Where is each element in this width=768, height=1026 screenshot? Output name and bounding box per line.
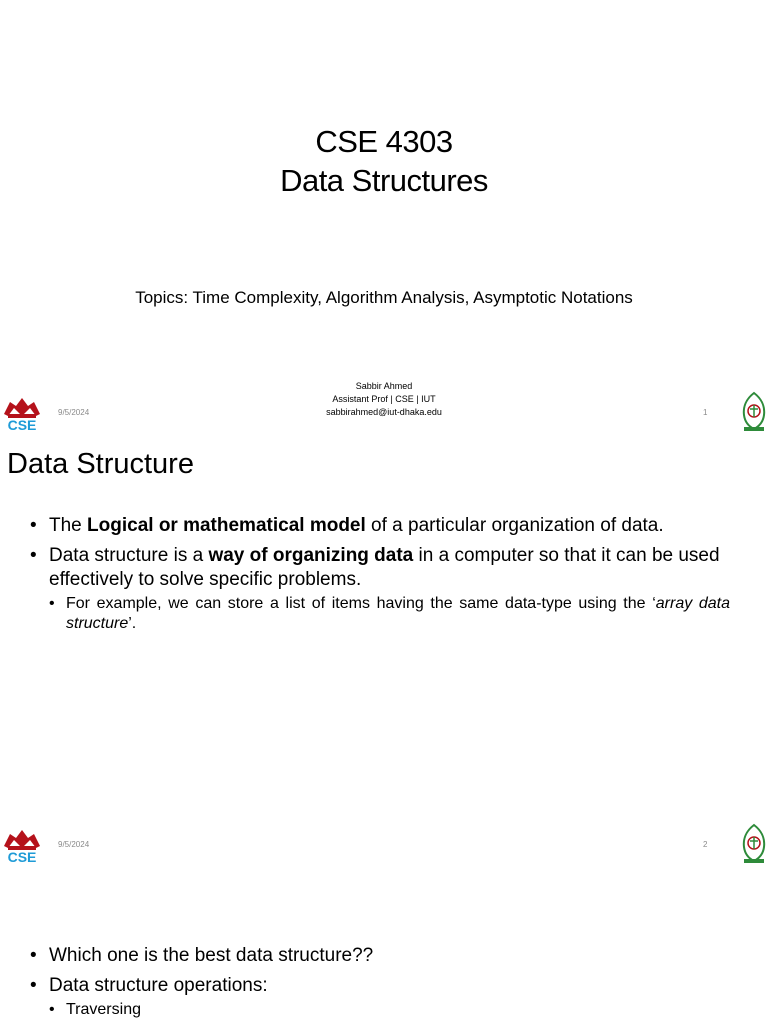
svg-text:CSE: CSE bbox=[7, 417, 37, 432]
list-item: • Data structure is a way of organizing data in a computer so that it can be used effectively to solve specific problems. • For example, we can store a list of items having the same data-type using the ‘array data structure’. bbox=[30, 545, 731, 632]
footer-date: 9/5/2024 bbox=[58, 840, 90, 849]
bullet-list bbox=[30, 514, 730, 640]
topics-subtitle: Topics: Time Complexity, Algorithm Analysis, Asymptotic Notations bbox=[135, 288, 633, 307]
list-item: • The Logical or mathematical model of a particular organization of data. bbox=[30, 515, 664, 536]
cse-logo-icon bbox=[2, 826, 42, 864]
course-code-title: CSE 4303 bbox=[315, 124, 453, 159]
slide-2 bbox=[0, 432, 768, 864]
list-item: • Which one is the best data structure?? bbox=[30, 945, 374, 966]
page-number: 2 bbox=[703, 840, 708, 849]
bullet-marker: • bbox=[30, 975, 37, 996]
slide-footer bbox=[0, 806, 768, 864]
slide-footer bbox=[0, 374, 768, 432]
presenter-title: Assistant Prof | CSE | IUT bbox=[332, 394, 436, 404]
sub-bullet-list bbox=[49, 594, 730, 634]
bullet-list bbox=[30, 944, 730, 1026]
bullet-marker: • bbox=[30, 945, 37, 966]
list-item: • Traversing bbox=[49, 1001, 141, 1018]
course-name-title: Data Structures bbox=[280, 163, 488, 198]
sub-bullet-list bbox=[49, 1000, 730, 1020]
cse-logo-icon bbox=[2, 394, 42, 432]
bullet-marker: • bbox=[30, 515, 37, 536]
presenter-info bbox=[284, 380, 484, 419]
iut-seal-icon bbox=[740, 391, 768, 433]
slide-3 bbox=[0, 864, 768, 1024]
iut-seal-icon bbox=[740, 823, 768, 865]
page-number: 1 bbox=[703, 408, 708, 417]
slide-heading: Data Structure bbox=[7, 448, 194, 480]
bullet-marker: • bbox=[49, 1001, 55, 1018]
slide-1 bbox=[0, 0, 768, 432]
presenter-name: Sabbir Ahmed bbox=[355, 381, 413, 391]
svg-text:CSE: CSE bbox=[7, 849, 37, 864]
presenter-email: sabbirahmed@iut-dhaka.edu bbox=[326, 407, 442, 417]
bullet-marker: • bbox=[49, 595, 55, 612]
bullet-marker: • bbox=[30, 545, 37, 566]
footer-date: 9/5/2024 bbox=[58, 408, 90, 417]
list-item: • For example, we can store a list of items having the same data-type using the ‘array data structure’. bbox=[49, 595, 731, 632]
list-item: • Data structure operations: • Traversing bbox=[30, 974, 730, 1020]
